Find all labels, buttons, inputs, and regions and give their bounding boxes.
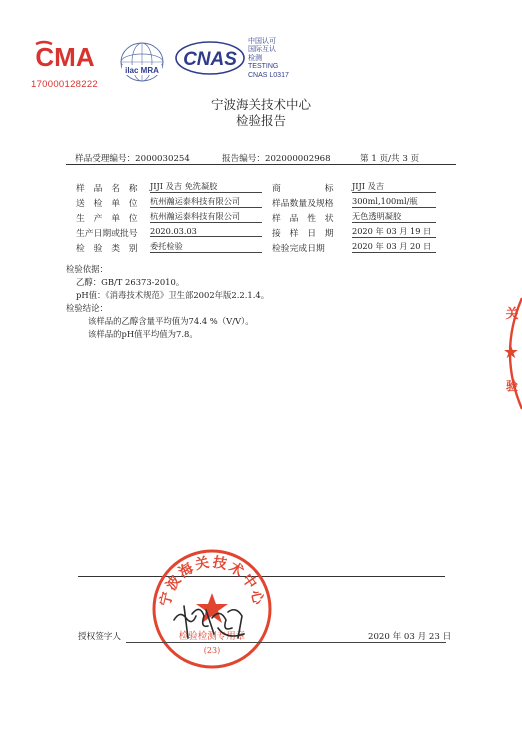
header-rule [66,164,456,165]
info-label: 生产日期或批号 [76,229,138,239]
seal-inner-text: 检验检测专用章 [178,631,246,642]
info-value: JIJI 及吉 免洗凝胶 [150,181,262,193]
signature-line [126,642,446,643]
seal-ring-path-text: 宁波海关技术中心 [157,554,267,608]
info-value: 杭州瀚运泰科技有限公司 [150,196,262,208]
info-label: 检验完成日期 [272,244,325,254]
info-label: 检 验 类 别 [76,244,138,254]
info-value: 委托检验 [150,241,262,253]
sample-number-value: 2000030254 [135,154,190,164]
cma-code: 170000128222 [31,79,99,90]
conclusion-item: 该样品的pH值平均值为7.8。 [88,329,198,339]
seal-code: (23) [203,646,221,655]
info-value: 2020.03.03 [150,226,262,237]
info-value: 无色透明凝胶 [352,211,436,223]
cnas-line: 检测 [248,54,262,62]
handwritten-signature [170,598,250,646]
info-label: 样 品 性 状 [272,214,334,224]
sample-number-label: 样品受理编号： [75,154,136,164]
cnas-line: 中国认可 [248,38,276,45]
issue-date: 2020 年 03 月 23 日 [368,632,452,642]
info-label: 生 产 单 位 [76,214,138,224]
side-seal-char: 关 [505,307,519,322]
org-title: 宁波海关技术中心 [210,97,311,112]
info-value: 杭州瀚运泰科技有限公司 [150,211,262,223]
info-value: 2020 年 03 月 20 日 [352,241,436,253]
cma-logo [30,36,100,76]
cma-logo-text: CMA [35,42,95,72]
ilac-mra-logo [118,40,166,84]
cnas-line: 国际互认 [248,46,276,54]
cnas-line: TESTING [248,63,279,71]
sample-number [75,152,190,164]
basis-heading: 检验依据： [66,264,108,274]
conclusion-item: 该样品的乙醇含量平均值为74.4 %（V/V）。 [88,316,254,326]
info-label: 商 标 [272,184,334,194]
report-number-value: 202000002968 [264,154,331,164]
cnas-accreditation-text [248,38,289,80]
ilac-logo-text: ilac MRA [125,66,159,75]
side-seal-stamp [496,296,522,411]
cnas-line: CNAS L0317 [248,71,289,79]
report-number [222,152,331,164]
cnas-logo-text: CNAS [183,49,237,70]
document-title: 检验报告 [235,113,286,128]
side-seal-char: 验 [505,379,519,393]
info-value: 300ml,100ml/瓶 [352,196,436,208]
side-seal-star-icon: ★ [502,342,520,363]
info-value: JIJI 及吉 [352,181,436,193]
basis-item: 乙醇：GB/T 26373-2010。 [76,277,185,287]
info-label: 样 品 名 称 [76,184,138,194]
report-number-label: 报告编号： [222,154,265,164]
page-info: 第 1 页/共 3 页 [360,154,420,164]
info-label: 送 检 单 位 [76,199,138,209]
info-label: 样品数量及规格 [272,199,334,209]
basis-item: pH值：《消毒技术规范》卫生部2002年版2.2.1.4。 [76,290,270,300]
info-label: 接 样 日 期 [272,229,334,239]
cnas-logo [174,40,246,76]
info-value: 2020 年 03 月 19 日 [352,226,436,238]
conclusion-heading: 检验结论： [66,303,108,313]
signer-label: 授权签字人 [78,632,121,642]
